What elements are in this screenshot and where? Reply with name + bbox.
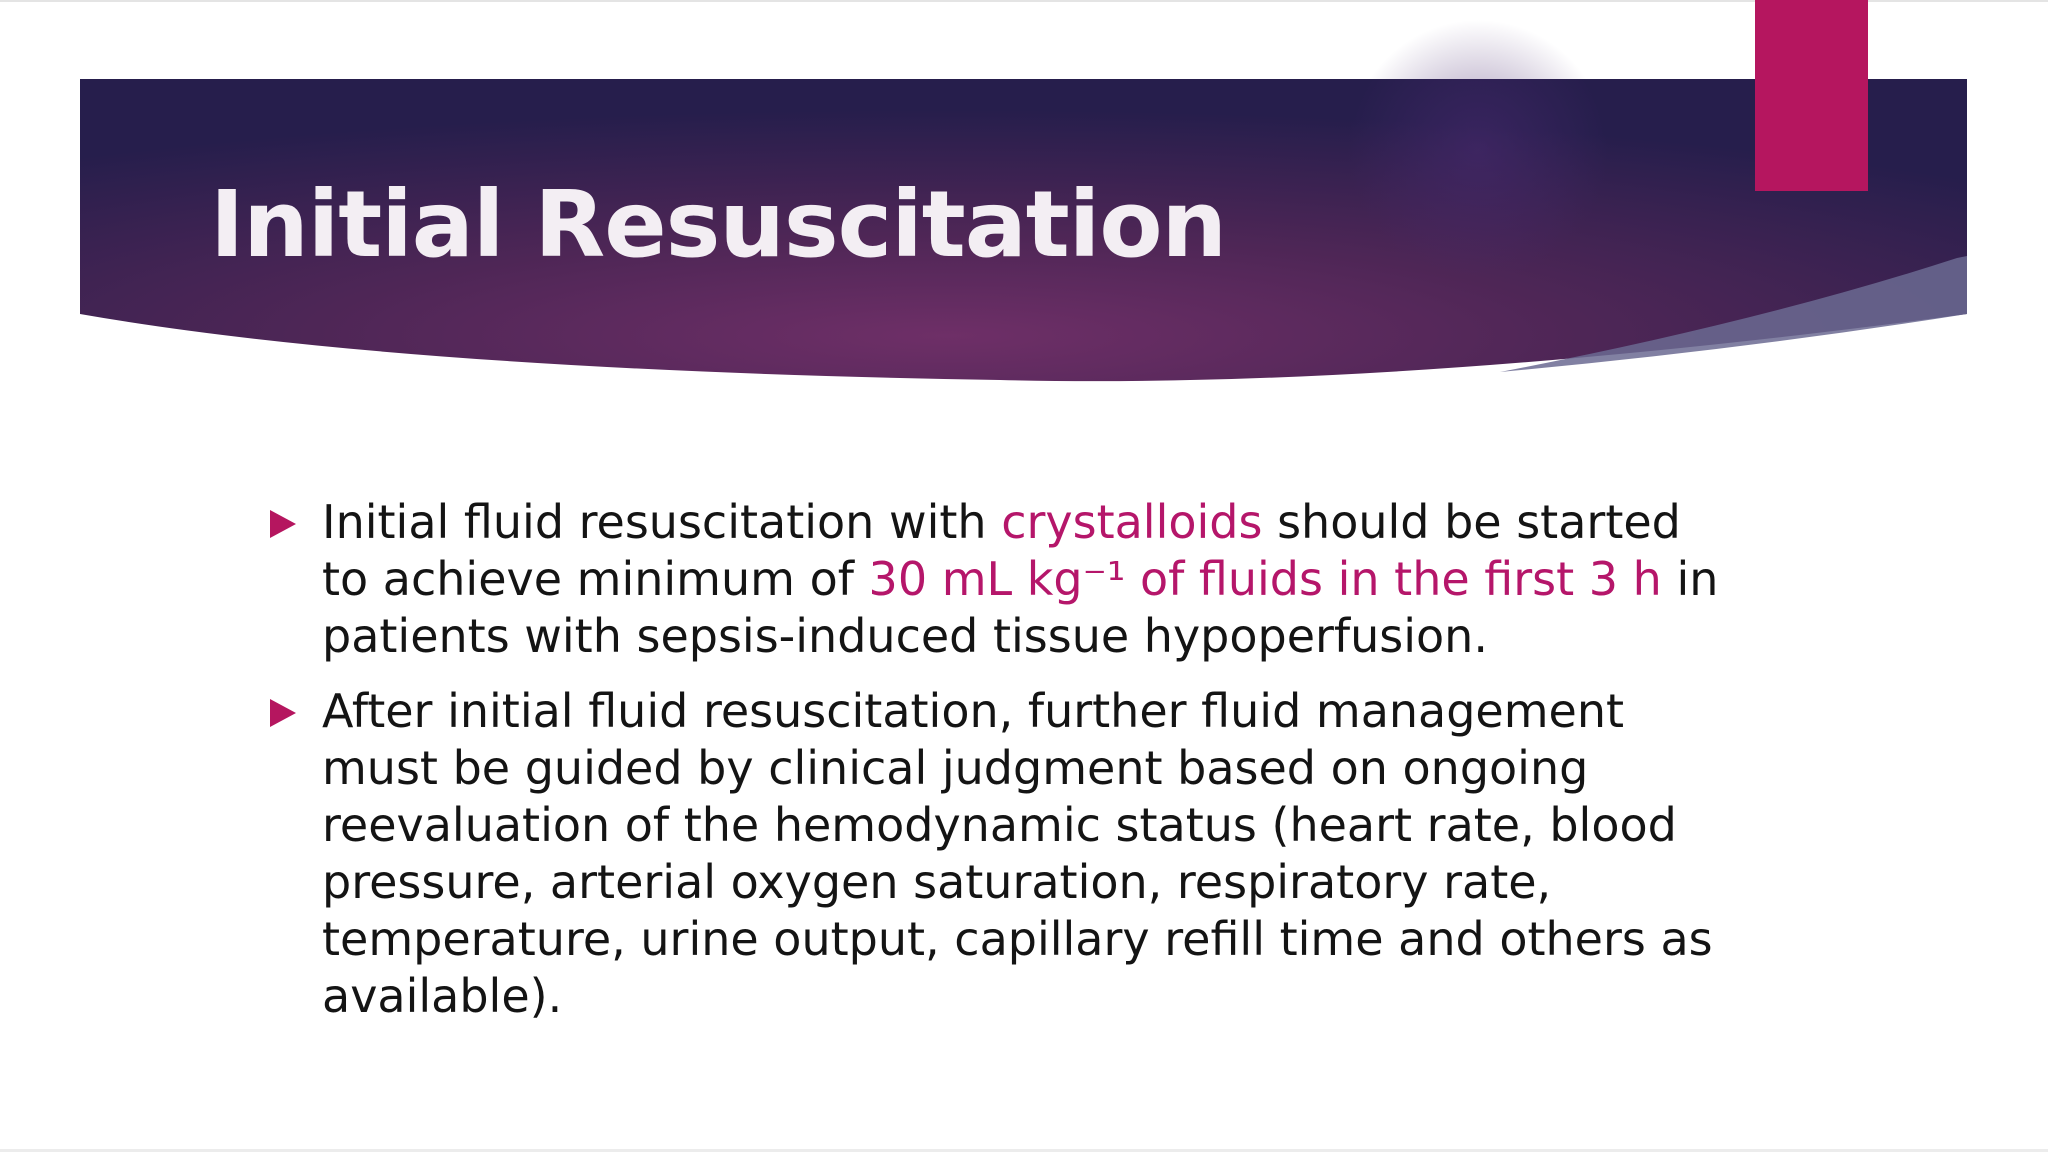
bullet-segment: in patients with sepsis-induced tissue hypoperfusion. [322,552,1719,663]
bullet-arrow-icon [270,510,296,538]
bullet-arrow-icon [270,699,296,727]
bullet-text [322,494,1740,665]
bullet-segment: should be started to achieve minimum of [322,495,1681,606]
bullet-item [270,494,1740,665]
slide-title: Initial Resuscitation [210,171,1227,278]
bullet-segment: After initial fluid resuscitation, further fluid management must be guided by clinical judgment based on ongoing reevaluation of the hemodynamic status (heart rate, blood pressure, arterial oxygen saturation, respiratory rate, temperature, urine output, capillary refill time and others as available). [322,684,1713,1023]
bullet-highlight: 30 mL kg⁻¹ of fluids in the first 3 h [868,552,1662,606]
bullet-item [270,683,1740,1025]
bullet-text [322,683,1740,1025]
bullet-list [270,494,1740,1043]
bullet-highlight: crystalloids [1001,495,1263,549]
accent-tab [1755,0,1868,191]
bullet-segment: Initial fluid resuscitation with [322,495,1002,549]
banner-glow [1348,20,1608,280]
